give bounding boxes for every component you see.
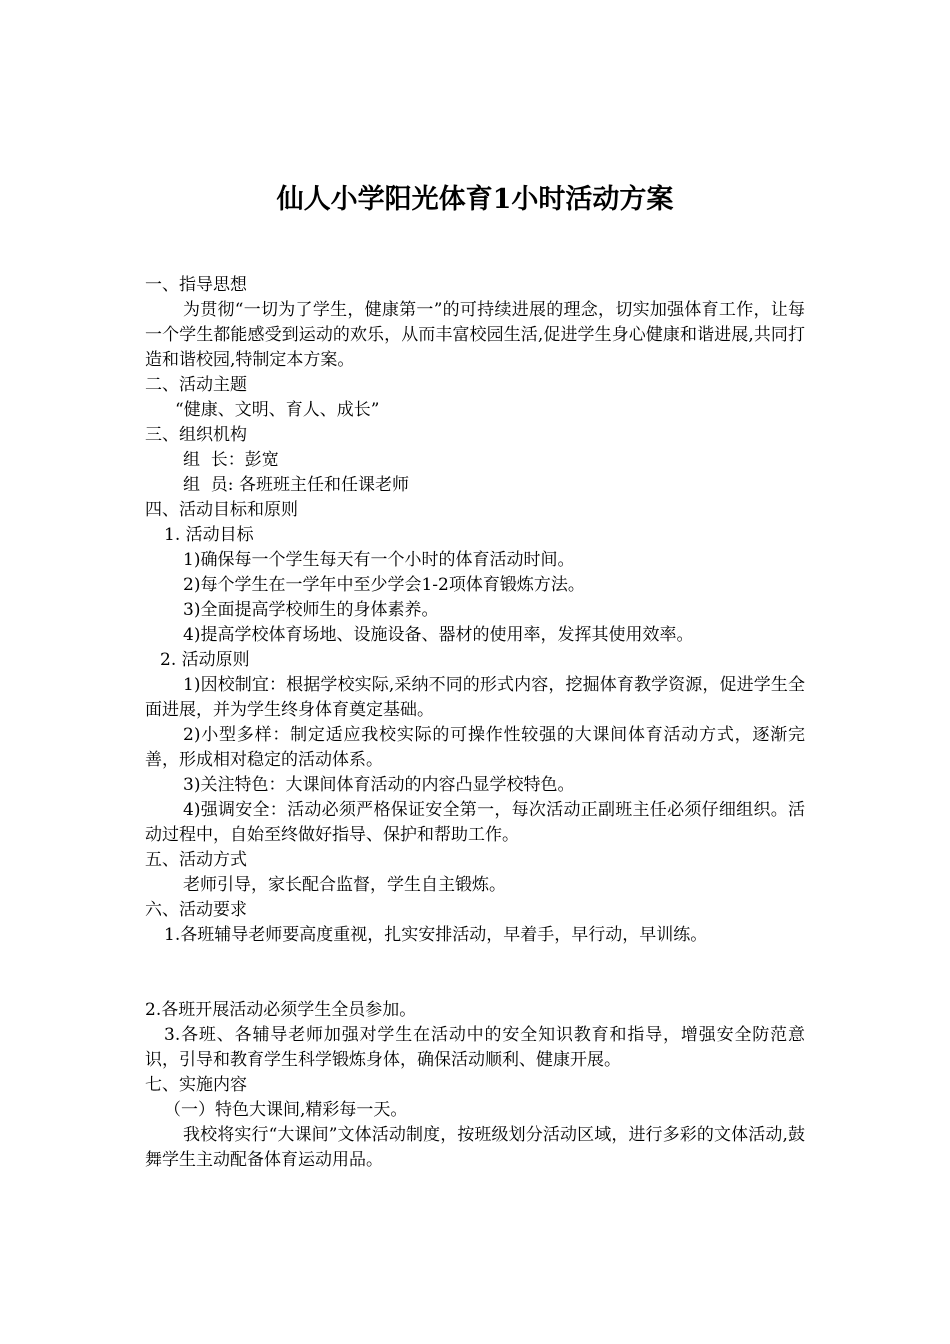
principle-item-1-text: 1)因校制宜：根据学校实际,采纳不同的形式内容，挖掘体育教学资源，促进学生全面进展，并为学生终身体育奠定基础。 — [145, 675, 805, 720]
principle-item-4 — [145, 798, 805, 848]
paragraph-guiding-thought — [145, 298, 805, 373]
goal-item-4: 4)提高学校体育场地、设施设备、器材的使用率，发挥其使用效率。 — [183, 625, 694, 645]
theme-text: “健康、文明、育人、成长” — [175, 400, 380, 420]
paragraph-guiding-thought-text: 为贯彻“一切为了学生，健康第一”的可持续进展的理念，切实加强体育工作，让每一个学生都能感受到运动的欢乐，从而丰富校园生活,促进学生身心健康和谐进展,共同打造和谐校园,特制定本方案。 — [145, 300, 805, 370]
organization-leader: 组 长：彭宽 — [183, 450, 279, 470]
principle-item-4-text: 4)强调安全：活动必须严格保证安全第一，每次活动正副班主任必须仔细组织。活动过程中，自始至终做好指导、保护和帮助工作。 — [145, 800, 805, 845]
section-heading-organization: 三、组织机构 — [145, 425, 247, 445]
organization-members: 组 员: 各班班主任和任课老师 — [183, 475, 409, 495]
section-heading-implementation: 七、实施内容 — [145, 1075, 247, 1095]
principle-subheading: 2. 活动原则 — [160, 650, 250, 670]
principle-item-1 — [145, 673, 805, 723]
blank-gap — [145, 948, 805, 998]
goal-item-1: 1)确保每一个学生每天有一个小时的体育活动时间。 — [183, 550, 575, 570]
goal-subheading: 1. 活动目标 — [164, 525, 254, 545]
section-heading-requirements: 六、活动要求 — [145, 900, 247, 920]
implementation-text-1-text: 我校将实行“大课间”文体活动制度，按班级划分活动区域，进行多彩的文体活动,鼓舞学生主动配备体育运动用品。 — [145, 1125, 805, 1170]
activity-method-text: 老师引导，家长配合监督，学生自主锻炼。 — [183, 875, 506, 895]
document-body — [145, 273, 805, 1173]
principle-item-2-text: 2)小型多样：制定适应我校实际的可操作性较强的大课间体育活动方式，逐渐完善，形成相对稳定的活动体系。 — [145, 725, 805, 770]
requirement-item-3 — [145, 1023, 805, 1073]
section-heading-theme: 二、活动主题 — [145, 375, 247, 395]
principle-item-2 — [145, 723, 805, 773]
section-heading-goals-principles: 四、活动目标和原则 — [145, 500, 298, 520]
requirement-item-1: 1.各班辅导老师要高度重视，扎实安排活动，早着手，早行动，早训练。 — [164, 925, 708, 945]
implementation-subheading-1: （一）特色大课间,精彩每一天。 — [164, 1100, 408, 1120]
document-title: 仙人小学阳光体育1小时活动方案 — [276, 184, 674, 215]
implementation-text-1 — [145, 1123, 805, 1173]
requirement-item-3-text: 3.各班、各辅导老师加强对学生在活动中的安全知识教育和指导，增强安全防范意识，引导和教育学生科学锻炼身体，确保活动顺利、健康开展。 — [145, 1025, 805, 1070]
requirement-item-2: 2.各班开展活动必须学生全员参加。 — [145, 1000, 417, 1020]
goal-item-2: 2)每个学生在一学年中至少学会1-2项体育锻炼方法。 — [183, 575, 585, 595]
principle-item-3: 3)关注特色：大课间体育活动的内容凸显学校特色。 — [183, 775, 575, 795]
section-heading-activity-method: 五、活动方式 — [145, 850, 247, 870]
goal-item-3: 3)全面提高学校师生的身体素养。 — [183, 600, 439, 620]
section-heading-guiding-thought: 一、指导思想 — [145, 275, 247, 295]
